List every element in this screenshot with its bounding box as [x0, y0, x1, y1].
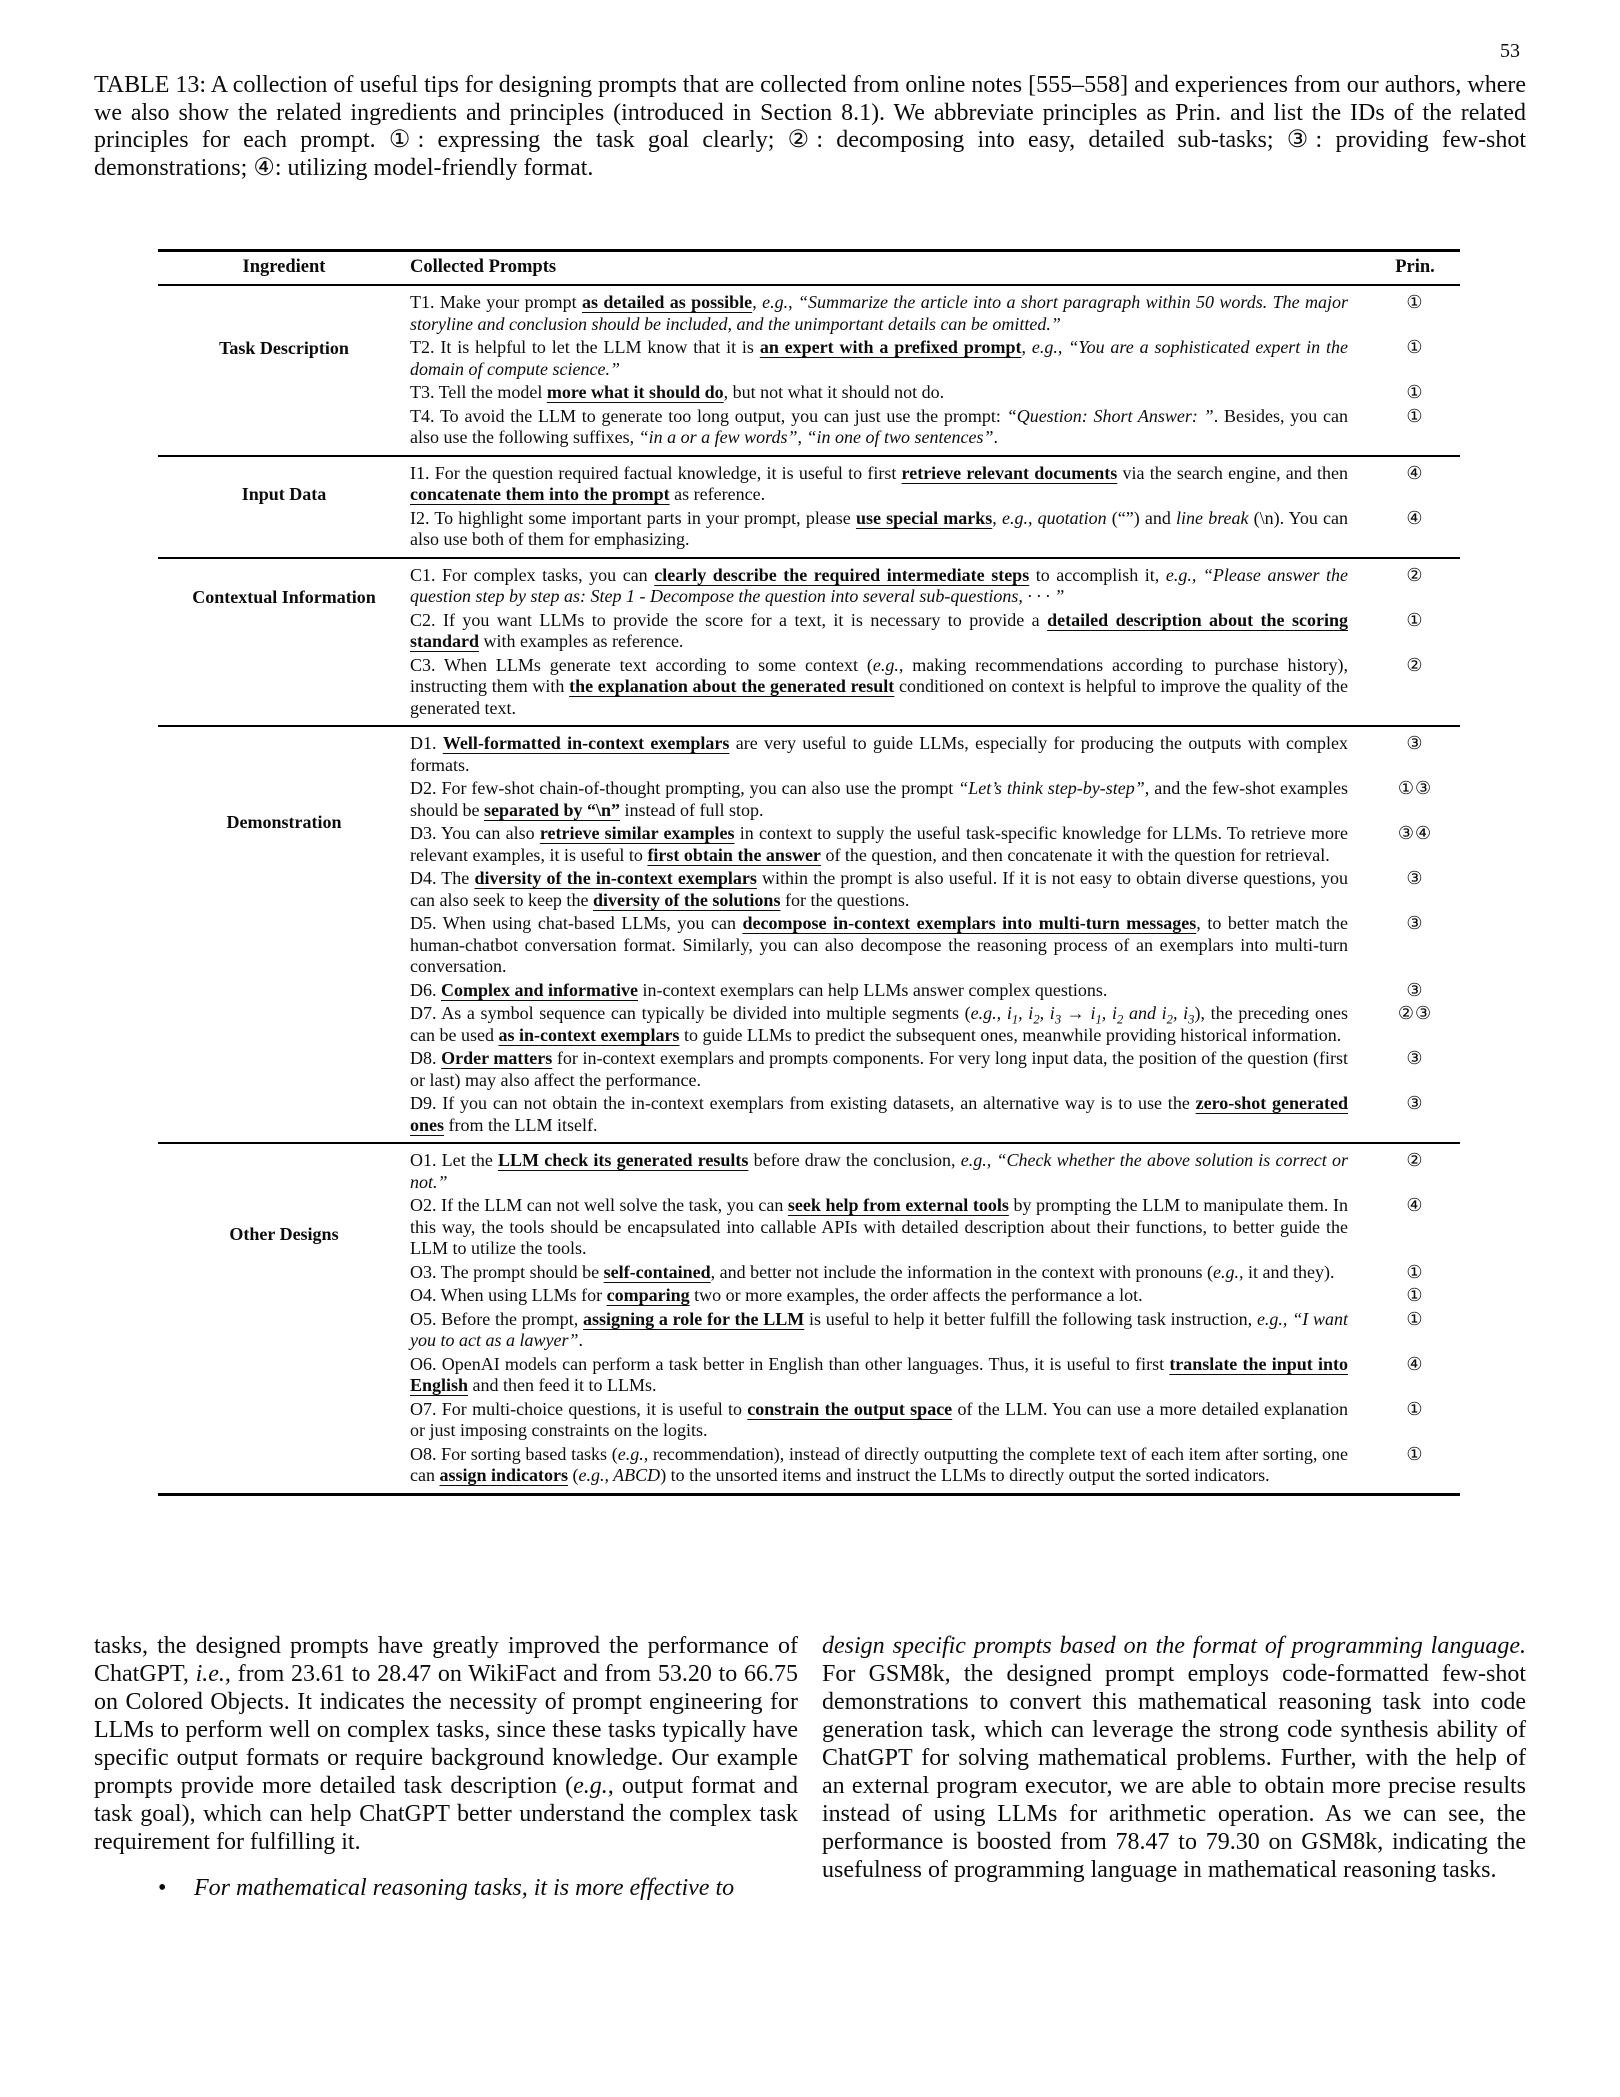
text-segment: design specific prompts based on the format of programming language. — [822, 1633, 1526, 1659]
text-segment: , i — [1101, 1003, 1117, 1023]
text-segment: D1. — [410, 733, 443, 753]
prompt-text — [410, 823, 1370, 866]
text-segment: retrieve relevant documents — [901, 462, 1118, 483]
text-segment: , — [752, 292, 763, 312]
prin-value: ③ — [1406, 1093, 1424, 1113]
prompt-row — [410, 913, 1460, 978]
text-segment: as detailed as possible — [582, 292, 753, 312]
page-number: 53 — [1500, 40, 1520, 62]
prompt-text — [410, 1150, 1370, 1193]
text-segment: D4. The — [410, 868, 475, 888]
text-segment: detailed description about the scoring standard — [410, 609, 1348, 651]
prompt-text — [410, 1354, 1370, 1397]
text-segment: . — [578, 1330, 583, 1350]
text-segment: use special marks — [855, 507, 993, 528]
prompt-row — [410, 382, 1460, 404]
text-segment: of the question, and then concatenate it with the question for retrieval. — [820, 844, 1330, 865]
prin-value: ③ — [1406, 868, 1424, 888]
text-segment: is useful to help it better fulfill the following task instruction, — [804, 1308, 1257, 1329]
table-caption: TABLE 13: A collection of useful tips for designing prompts that are collected from online notes [555–558] and experiences from our authors, where we also show the related ingredients and principles (introduced in Section 8.1). We abbreviate principles as Prin. and list the IDs of the related principles for each prompt. ①: expressing the task goal clearly; ②: decomposing into easy, detailed sub-tasks; ③: providing few-shot demonstrations; ④: utilizing model-friendly format. — [94, 72, 1526, 181]
prompt-text — [410, 406, 1370, 449]
prompt-text — [410, 913, 1370, 978]
text-segment: e.g., ABCD — [578, 1465, 661, 1485]
text-segment: , i — [1018, 1003, 1034, 1023]
prompt-row — [410, 1048, 1460, 1091]
text-segment: For mathematical reasoning tasks, it is more effective to — [194, 1875, 735, 1901]
paragraph-right — [822, 1632, 1526, 1884]
prompt-text — [410, 463, 1370, 506]
prompt-row — [410, 778, 1460, 821]
text-segment: O5. Before the prompt, — [410, 1308, 584, 1329]
table-body — [158, 286, 1460, 1496]
prompt-text — [410, 1093, 1370, 1136]
prompt-row — [410, 1262, 1460, 1284]
prin-value: ① — [1406, 337, 1424, 357]
text-segment: concatenate them into the prompt — [410, 484, 670, 504]
prompt-row — [410, 610, 1460, 653]
text-segment: 2 — [1166, 1012, 1173, 1027]
prin-value: ① — [1406, 1398, 1424, 1419]
text-segment: recommendation), instead of directly outputting the complete text of each item after sorting, one can — [410, 1443, 1348, 1485]
prompt-rows — [410, 565, 1460, 720]
text-segment: D5. When using chat-based LLMs, you can — [410, 913, 743, 933]
ingredient-cell — [158, 733, 410, 1136]
text-segment: it and they). — [1243, 1261, 1335, 1282]
text-segment: for in-context exemplars and prompts components. For very long input data, the position of the question (first or last) may also affect the performance. — [410, 1048, 1348, 1090]
text-segment: clearly describe the required intermediate steps — [654, 564, 1030, 585]
text-segment: the explanation about the generated result — [569, 676, 895, 696]
text-segment: “in one of two sentences” — [806, 427, 994, 447]
text-segment: decompose in-context exemplars into multi-turn messages — [742, 913, 1197, 933]
ingredient-label: Contextual Information — [192, 587, 376, 608]
text-segment: diversity of the in-context exemplars — [474, 868, 757, 888]
text-segment: and i — [1123, 1003, 1167, 1023]
prompt-rows — [410, 1150, 1460, 1487]
prompt-row — [410, 337, 1460, 380]
text-segment: → i — [1061, 1003, 1096, 1023]
text-segment: T1. Make your prompt — [410, 292, 582, 312]
text-segment: T3. Tell the model — [410, 382, 547, 402]
text-segment: with examples as reference. — [479, 631, 684, 651]
table-section — [158, 457, 1460, 559]
prin-value: ① — [1406, 1308, 1424, 1329]
text-segment: i.e., — [195, 1661, 231, 1687]
prompt-row — [410, 1399, 1460, 1442]
text-segment: diversity of the solutions — [592, 889, 781, 910]
prin-value: ① — [1406, 609, 1424, 630]
text-segment: ) to the unsorted items and instruct the LLMs to directly output the sorted indicators. — [660, 1465, 1270, 1485]
text-segment: separated by “\n” — [484, 799, 621, 820]
text-segment: 3 — [1188, 1012, 1195, 1027]
prin-value: ④ — [1406, 462, 1424, 483]
text-segment: “Check whether the above solution is correct or not.” — [410, 1150, 1348, 1192]
prompt-row — [410, 1444, 1460, 1487]
text-segment: by prompting the LLM to manipulate them. In this way, the tools should be encapsulated into callable APIs with detailed description about their functions, to better guide the LLM to utilize the tools. — [410, 1195, 1348, 1258]
ingredient-label: Input Data — [241, 484, 327, 504]
text-segment: instead of full stop. — [620, 799, 764, 820]
text-segment: e.g., — [617, 1443, 649, 1464]
table-section — [158, 1144, 1460, 1496]
ingredient-cell — [158, 292, 410, 449]
table-section — [158, 559, 1460, 728]
prompt-text — [410, 1003, 1370, 1046]
text-segment: e.g., — [1165, 564, 1197, 585]
text-segment: e.g., — [573, 1773, 614, 1799]
text-segment: e.g., — [872, 654, 904, 675]
text-segment: (“”) and — [1106, 507, 1177, 528]
text-segment: LLM check its generated results — [498, 1150, 749, 1170]
body-column-right — [822, 1632, 1526, 1884]
text-segment: as in-context exemplars — [498, 1024, 680, 1045]
prin-value: ① — [1406, 1261, 1424, 1282]
text-segment: from 23.61 to 28.47 on WikiFact and from 53.20 to 66.75 on Colored Objects. It indicates the necessity of prompt engineering for LLMs to perform well on complex tasks, since these tasks typically have specific output formats or require background knowledge. Our example prompts provide more detailed task description ( — [94, 1661, 798, 1799]
text-segment: seek help from external tools — [787, 1195, 1009, 1215]
text-segment: D8. — [410, 1048, 442, 1068]
prin-value: ① — [1406, 405, 1424, 426]
text-segment: e.g., quotation — [1001, 507, 1107, 528]
text-segment: “Question: Short Answer: ” — [1006, 405, 1214, 426]
text-segment: Order matters — [441, 1048, 553, 1068]
text-segment: Complex and informative — [441, 979, 638, 1000]
text-segment: Well-formatted in-context exemplars — [442, 733, 730, 753]
prompt-row — [410, 565, 1460, 608]
text-segment: , and the few-shot examples should be — [410, 778, 1348, 820]
text-segment: two or more examples, the order affects the performance a lot. — [689, 1285, 1143, 1305]
text-segment: 3 — [1054, 1012, 1062, 1027]
text-segment: O3. The prompt should be — [410, 1261, 604, 1282]
text-segment: and then feed it to LLMs. — [468, 1375, 657, 1395]
prompt-rows — [410, 292, 1460, 449]
text-segment: T4. To avoid the LLM to generate too long output, you can just use the prompt: — [410, 405, 1007, 426]
table-13 — [158, 249, 1460, 1496]
prompt-row — [410, 868, 1460, 911]
text-segment: C1. For complex tasks, you can — [410, 564, 655, 585]
text-segment: in-context exemplars can help LLMs answer complex questions. — [638, 979, 1108, 1000]
prin-value: ③④ — [1397, 823, 1433, 843]
text-segment: more what it should do — [546, 382, 724, 402]
prompt-row — [410, 508, 1460, 551]
text-segment: self-contained — [603, 1261, 711, 1282]
text-segment: from the LLM itself. — [444, 1114, 598, 1135]
text-segment: , and better not include the information in the context with pronouns ( — [710, 1261, 1214, 1282]
prompt-text — [410, 733, 1370, 776]
text-segment: , — [797, 427, 807, 447]
text-segment: to guide LLMs to predict the subsequent ones, meanwhile providing historical information. — [679, 1024, 1342, 1045]
prin-value: ① — [1406, 1443, 1424, 1464]
text-segment: before draw the conclusion, — [748, 1150, 961, 1170]
prin-value: ④ — [1406, 1195, 1424, 1215]
text-segment: “I want you to act as a lawyer” — [410, 1308, 1349, 1350]
text-segment: ), the preceding ones can be used — [410, 1003, 1348, 1045]
text-segment: O8. For sorting based tasks ( — [410, 1443, 618, 1464]
prompt-text — [410, 610, 1370, 653]
table-section — [158, 286, 1460, 457]
text-segment: in context to supply the useful task-specific knowledge for LLMs. To retrieve more relevant examples, it is useful to — [410, 823, 1348, 865]
ingredient-cell — [158, 463, 410, 551]
prompt-text — [410, 655, 1370, 720]
text-segment: translate the input into English — [410, 1353, 1349, 1395]
text-segment: making recommendations according to purchase history), instructing them with — [410, 654, 1348, 696]
prin-value: ② — [1406, 1150, 1424, 1170]
text-segment: e.g., — [1256, 1308, 1288, 1329]
prin-value: ① — [1406, 292, 1424, 312]
text-segment: for the questions. — [780, 889, 910, 910]
prin-value: ② — [1406, 654, 1424, 675]
table-header-row — [158, 249, 1460, 286]
prompt-text — [410, 1048, 1370, 1091]
prompt-row — [410, 292, 1460, 335]
bullet-text — [194, 1874, 798, 1902]
prompt-row — [410, 823, 1460, 866]
prompt-text — [410, 382, 1370, 404]
prin-value: ①③ — [1397, 778, 1433, 798]
prompt-rows — [410, 733, 1460, 1136]
prompt-row — [410, 980, 1460, 1002]
prompt-text — [410, 1444, 1370, 1487]
prin-value: ① — [1406, 382, 1424, 402]
text-segment: O2. If the LLM can not well solve the task, you can — [410, 1195, 788, 1215]
text-segment: C2. If you want LLMs to provide the score for a text, it is necessary to provide a — [410, 609, 1048, 630]
text-segment: 2 — [1117, 1012, 1124, 1027]
text-segment: 1 — [1011, 1012, 1019, 1027]
prompt-text — [410, 337, 1370, 380]
text-segment: assigning a role for the LLM — [583, 1308, 805, 1329]
prompt-row — [410, 1309, 1460, 1352]
text-segment: O1. Let the — [410, 1150, 499, 1170]
prin-value: ③ — [1406, 979, 1424, 1000]
text-segment: , but not what it should not do. — [723, 382, 945, 402]
prompt-text — [410, 292, 1370, 335]
text-segment: e.g., — [1213, 1261, 1244, 1282]
text-segment: to accomplish it, — [1029, 564, 1166, 585]
ingredient-cell — [158, 565, 410, 720]
text-segment: are very useful to guide LLMs, especially for producing the outputs with complex formats. — [410, 733, 1348, 775]
prompt-text — [410, 508, 1370, 551]
table-section — [158, 727, 1460, 1144]
text-segment: I2. To highlight some important parts in your prompt, please — [410, 507, 856, 528]
text-segment: comparing — [606, 1285, 690, 1305]
prin-value: ③ — [1406, 913, 1424, 933]
body-column-left — [94, 1632, 798, 1902]
prin-value: ① — [1406, 1285, 1424, 1305]
text-segment: first obtain the answer — [647, 844, 821, 865]
prompt-text — [410, 1285, 1370, 1307]
text-segment: e.g., — [762, 292, 793, 312]
text-segment: , i — [1039, 1003, 1055, 1023]
prompt-text — [410, 1195, 1370, 1260]
text-segment: . — [993, 427, 999, 447]
text-segment: “in a or a few words” — [638, 427, 798, 447]
prompt-row — [410, 1354, 1460, 1397]
text-segment: 2 — [1033, 1012, 1040, 1027]
text-segment: retrieve similar examples — [539, 823, 735, 843]
text-segment: output format and task goal), which can help ChatGPT better understand the complex task requirement for fulfilling it. — [94, 1773, 799, 1855]
prompt-row — [410, 1093, 1460, 1136]
bullet-icon: • — [158, 1875, 167, 1901]
column-header-prin: Prin. — [1395, 257, 1435, 277]
text-segment: O4. When using LLMs for — [410, 1285, 607, 1305]
prin-value: ④ — [1406, 1353, 1424, 1374]
prin-value: ④ — [1406, 507, 1424, 528]
prompt-row — [410, 1195, 1460, 1260]
text-segment: as reference. — [669, 484, 766, 504]
text-segment: “Summarize the article into a short paragraph within 50 words. The major storyline and conclusion should be included, and the unimportant details can be omitted.” — [410, 292, 1349, 334]
text-segment: of the LLM. You can use a more detailed explanation or just imposing constraints on the logits. — [410, 1398, 1348, 1440]
text-segment: 1 — [1095, 1012, 1102, 1027]
text-segment: constrain the output space — [747, 1398, 953, 1419]
prin-value: ② — [1406, 564, 1424, 585]
text-segment: (\n). You can also use both of them for emphasizing. — [410, 507, 1348, 549]
prin-value: ③ — [1406, 733, 1424, 753]
bullet-item — [94, 1874, 798, 1902]
text-segment: zero-shot generated ones — [410, 1093, 1348, 1135]
ingredient-label: Demonstration — [226, 812, 342, 832]
text-segment: D7. As a symbol sequence can typically be divided into multiple segments ( — [410, 1003, 971, 1023]
column-header-ingredient: Ingredient — [242, 257, 326, 277]
text-segment: assign indicators — [439, 1465, 569, 1485]
prompt-row — [410, 655, 1460, 720]
prompt-text — [410, 1262, 1370, 1284]
prompt-text — [410, 868, 1370, 911]
text-segment: e.g., — [1031, 337, 1063, 357]
text-segment: via the search engine, and then — [1117, 462, 1348, 483]
text-segment: line break — [1176, 507, 1249, 528]
text-segment: conditioned on context is helpful to improve the quality of the generated text. — [410, 676, 1348, 718]
text-segment: , i — [1172, 1003, 1189, 1023]
prompt-row — [410, 1285, 1460, 1307]
prin-value: ③ — [1406, 1048, 1424, 1068]
text-segment: tasks, the designed prompts have greatly improved the performance of ChatGPT, — [94, 1633, 798, 1687]
prompt-row — [410, 406, 1460, 449]
prompt-text — [410, 565, 1370, 608]
text-segment: , to better match the human-chatbot conversation format. Similarly, you can also decompose the reasoning process of an exemplars into multi-turn conversation. — [410, 913, 1348, 976]
text-segment: “Let’s think step-by-step” — [958, 778, 1145, 798]
text-segment: T2. It is helpful to let the LLM know that it is — [410, 337, 760, 357]
text-segment: D2. For few-shot chain-of-thought prompting, you can also use the prompt — [410, 778, 959, 798]
text-segment: , — [992, 507, 1002, 528]
text-segment: O7. For multi-choice questions, it is useful to — [410, 1398, 748, 1419]
prompt-text — [410, 980, 1370, 1002]
prompt-row — [410, 463, 1460, 506]
prompt-text — [410, 1309, 1370, 1352]
text-segment: D3. You can also — [410, 823, 540, 843]
text-segment: within the prompt is also useful. If it is not easy to obtain diverse questions, you can also seek to keep the — [410, 868, 1348, 910]
text-segment: “Please answer the question step by step as: Step 1 - Decompose the question into several sub-questions, · · · ” — [410, 564, 1348, 606]
prompt-row — [410, 733, 1460, 776]
paragraph-left — [94, 1632, 798, 1856]
text-segment: an expert with a prefixed prompt — [759, 337, 1022, 357]
text-segment: I1. For the question required factual knowledge, it is useful to first — [410, 462, 902, 483]
prompt-row — [410, 1003, 1460, 1046]
text-segment: e.g., — [960, 1150, 992, 1170]
text-segment: For GSM8k, the designed prompt employs code-formatted few-shot demonstrations to convert this mathematical reasoning task into code generation task, which can leverage the strong code synthesis ability of ChatGPT for solving mathematical problems. Further, with the help of an external program executor, we are able to obtain more precise results instead of using LLMs for arithmetic operation. As we can see, the performance is boosted from 78.47 to 79.30 on GSM8k, indicating the usefulness of programming language in mathematical reasoning tasks. — [822, 1661, 1526, 1883]
prompt-rows — [410, 463, 1460, 551]
ingredient-label: Task Description — [219, 337, 349, 358]
column-header-collected-prompts: Collected Prompts — [410, 257, 557, 277]
text-segment: e.g., i — [970, 1003, 1012, 1023]
prin-value: ②③ — [1397, 1003, 1433, 1023]
text-segment: C3. When LLMs generate text according to some context ( — [410, 654, 873, 675]
text-segment: D6. — [410, 979, 441, 1000]
text-segment: , — [1021, 337, 1032, 357]
ingredient-label: Other Designs — [229, 1223, 339, 1244]
prompt-text — [410, 1399, 1370, 1442]
text-segment: O6. OpenAI models can perform a task better in English than other languages. Thus, it is useful to first — [410, 1353, 1170, 1374]
text-segment: . Besides, you can also use the following suffixes, — [410, 405, 1348, 447]
text-segment: “You are a sophisticated expert in the domain of compute science.” — [410, 337, 1349, 379]
prompt-row — [410, 1150, 1460, 1193]
prompt-text — [410, 778, 1370, 821]
ingredient-cell — [158, 1150, 410, 1487]
text-segment: D9. If you can not obtain the in-context exemplars from existing datasets, an alternative way is to use the — [410, 1093, 1196, 1113]
text-segment: ( — [568, 1465, 579, 1485]
